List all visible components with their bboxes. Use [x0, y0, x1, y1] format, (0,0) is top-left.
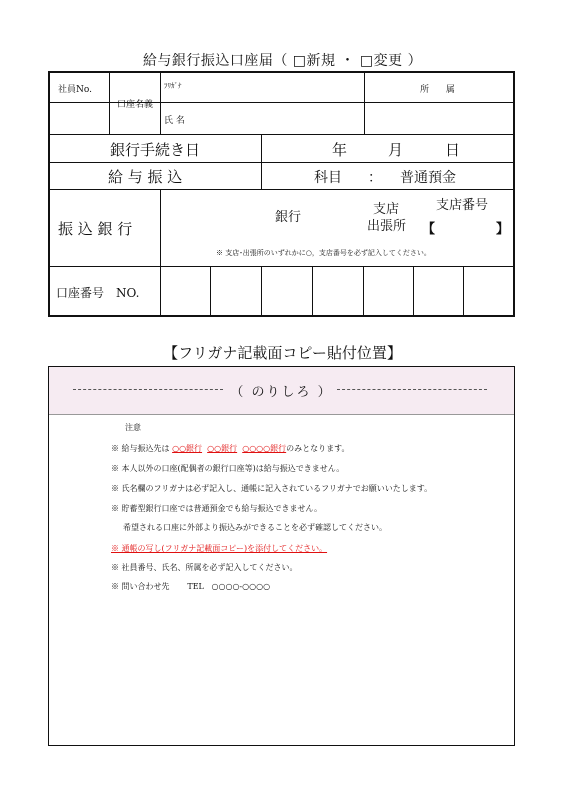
- note-8: ※ 問い合わせ先 TEL ○○○○-○○○○: [111, 582, 271, 591]
- branch-note: ※ 支店･出張所のいずれかに○，支店番号を必ず記入してください。: [216, 249, 431, 257]
- bank-date-label: 銀行手続き日: [110, 141, 201, 159]
- note-3: ※ 氏名欄のフリガナは必ず記入し、通帳に記入されているフリガナでお願いいたします。: [111, 484, 433, 493]
- note-2: ※ 本人以外の口座(配偶者の銀行口座等)は給与振込できません。: [111, 464, 345, 473]
- account-name-label: 口座名義: [117, 100, 154, 110]
- furigana-label: ﾌﾘｶﾞﾅ: [164, 82, 182, 90]
- nori-label: （ のりしろ ）: [230, 385, 333, 400]
- branch-label: 支店: [373, 202, 400, 217]
- subject-value: 普通預金: [400, 170, 456, 186]
- branch-no-bracket-open: 【: [422, 222, 436, 237]
- subject-colon: ：: [368, 170, 382, 186]
- copy-paste-area: [48, 366, 515, 746]
- paste-section-title: 【フリガナ記載面コピー貼付位置】: [163, 344, 402, 362]
- day-label: 日: [445, 141, 461, 159]
- note-7: ※ 社員番号、氏名、所属を必ず記入してください。: [111, 563, 298, 572]
- salary-transfer-label: 給 与 振 込: [108, 168, 183, 186]
- office-label: 出張所: [367, 219, 407, 234]
- employee-no-label: 社員No.: [58, 85, 92, 95]
- note-4: ※ 貯蓄型銀行口座では普通預金でも給与振込できません。: [111, 504, 323, 513]
- transfer-bank-label: 振 込 銀 行: [58, 220, 133, 238]
- notes-heading: 注意: [125, 423, 141, 432]
- note-5: 希望される口座に外部より振込みができることを必ず確認してください。: [123, 523, 387, 532]
- bank-account-form: [48, 71, 515, 317]
- department-label: 所 属: [420, 85, 455, 95]
- year-label: 年: [332, 141, 348, 159]
- note-6: ※ 通帳の写し(フリガナ記載面コピー)を添付してください。: [111, 544, 328, 553]
- note-1: ※ 給与振込先は ○○銀行 ○○銀行 ○○○○銀行のみとなります。: [111, 444, 350, 453]
- form-title: 給与銀行振込口座届（ □新規 ・ □変更 ）: [142, 53, 423, 69]
- branch-no-bracket-close: 】: [496, 222, 510, 237]
- nori-shiro-band: [49, 367, 514, 415]
- account-no-label: 口座番号 NO.: [56, 286, 140, 300]
- subject-label: 科目: [314, 170, 342, 186]
- branch-no-label: 支店番号: [436, 198, 489, 213]
- name-label: 氏 名: [164, 116, 185, 126]
- month-label: 月: [388, 141, 404, 159]
- bank-label: 銀行: [275, 210, 302, 225]
